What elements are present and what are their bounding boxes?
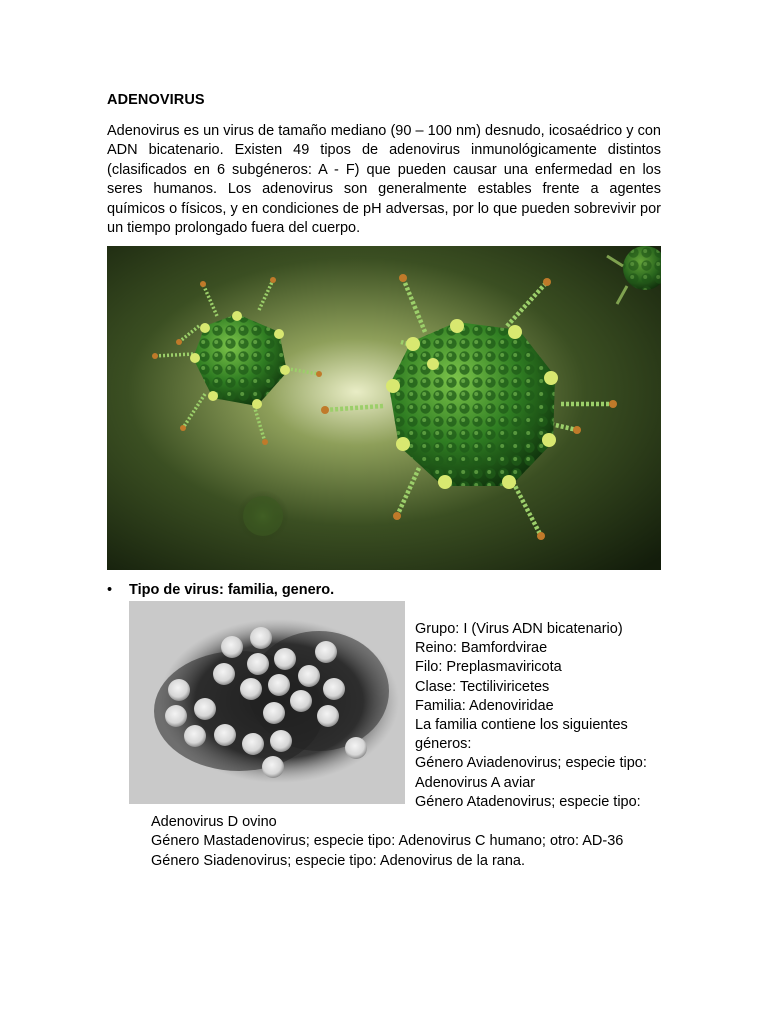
taxonomy-line: La familia contiene los siguientes bbox=[415, 717, 628, 734]
electron-micrograph-image bbox=[129, 601, 405, 804]
genus-line: Género Mastadenovirus; especie tipo: Adenovirus C humano; otro: AD-36 bbox=[151, 833, 624, 850]
taxonomy-list bbox=[415, 620, 665, 812]
taxonomy-line: Género Atadenovirus; especie tipo: bbox=[415, 793, 641, 810]
genus-line: Género Siadenovirus; especie tipo: Adenovirus de la rana. bbox=[151, 852, 526, 869]
bullet-marker: • bbox=[107, 582, 113, 598]
page-title: ADENOVIRUS bbox=[107, 92, 205, 108]
adenovirus-3d-illustration bbox=[107, 246, 661, 570]
intro-paragraph: Adenovirus es un virus de tamaño mediano (90 – 100 nm) desnudo, icosaédrico y con ADN bicatenario. Existen 49 tipos de adenovirus inmunológicamente distintos (clasificados en 6 subgéneros: A - F) que pueden causar una enfermedad en los seres humanos. Los adenovirus son generalmente estables frente a agentes químicos o físicos, y en condiciones de pH adversas, por lo que pueden sobrevivir por un tiempo prolongado fuera del cuerpo. bbox=[107, 123, 661, 237]
taxonomy-line: Género Aviadenovirus; especie tipo: bbox=[415, 755, 647, 772]
taxonomy-line: Filo: Preplasmaviricota bbox=[415, 659, 562, 676]
taxonomy-line: Familia: Adenoviridae bbox=[415, 697, 554, 714]
taxonomy-line: Clase: Tectiliviricetes bbox=[415, 678, 550, 695]
section-heading: Tipo de virus: familia, genero. bbox=[129, 582, 335, 598]
genus-line: Adenovirus D ovino bbox=[151, 814, 277, 830]
taxonomy-line: géneros: bbox=[415, 736, 472, 753]
taxonomy-line: Adenovirus A aviar bbox=[415, 774, 536, 791]
genus-continuation-list bbox=[151, 813, 671, 871]
taxonomy-line: Grupo: I (Virus ADN bicatenario) bbox=[415, 621, 623, 637]
taxonomy-line: Reino: Bamfordvirae bbox=[415, 640, 548, 657]
